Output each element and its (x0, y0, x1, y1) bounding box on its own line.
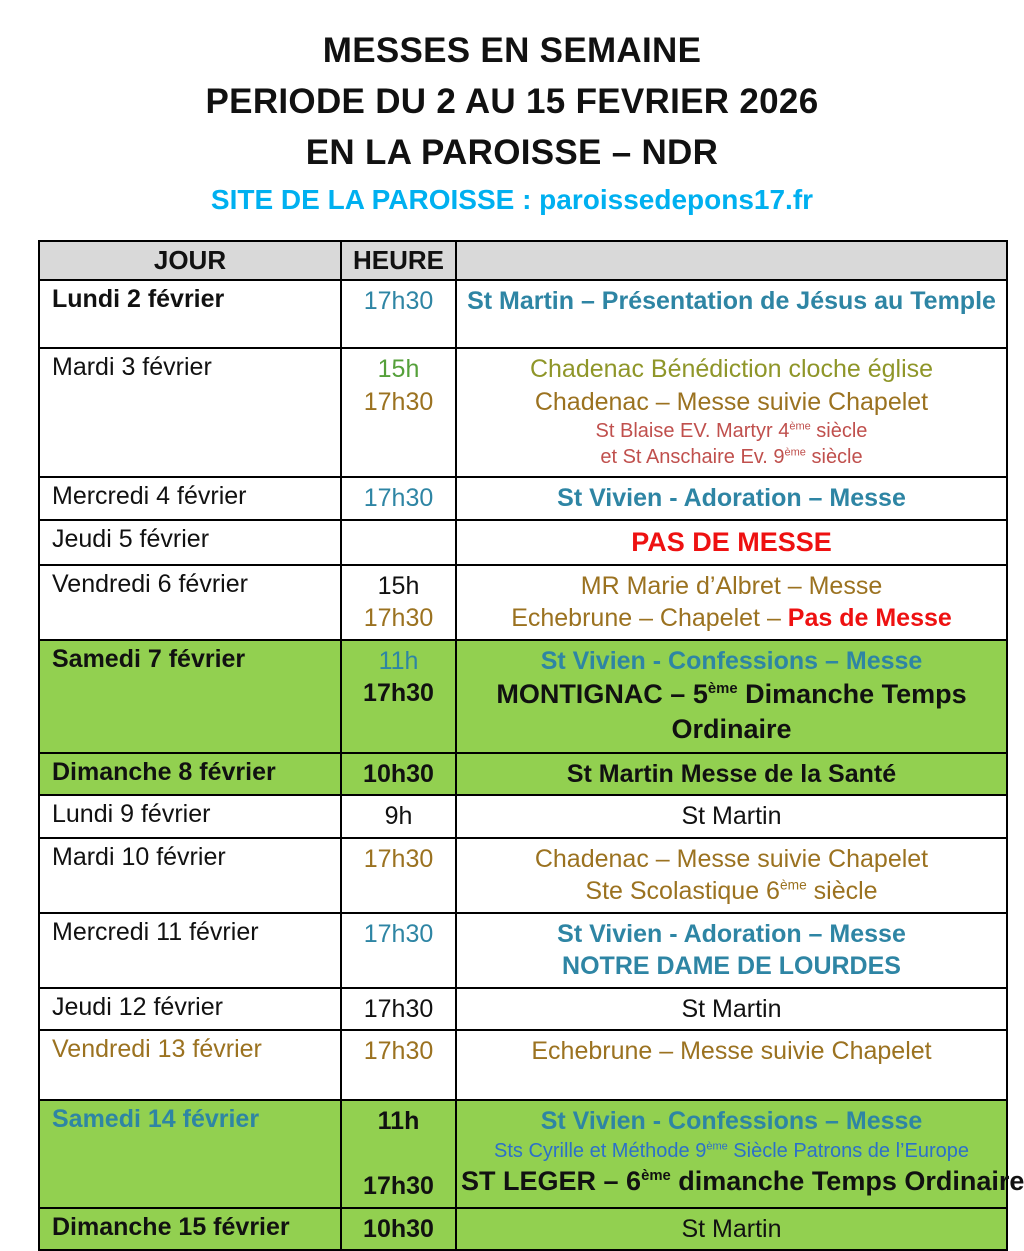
event-line (461, 950, 1002, 983)
event-line (461, 1105, 1002, 1138)
time-line (344, 645, 453, 678)
header-row (39, 241, 1007, 280)
text-segment: 17h30 (363, 1172, 434, 1201)
time-line (344, 758, 453, 791)
event-line (461, 645, 1002, 678)
event-line (461, 1164, 1024, 1199)
day-cell: Vendredi 13 février (39, 1030, 341, 1100)
text-segment: ème (641, 1167, 671, 1184)
time-line (344, 843, 453, 876)
text-segment: 15h (377, 571, 420, 600)
text-segment: Ste Scolastique 6 (585, 877, 780, 906)
text-segment: et St Anschaire Ev. 9 (600, 446, 785, 469)
time-cell (341, 1100, 456, 1208)
text-segment: St Martin (681, 802, 782, 831)
text-segment: St Vivien - Adoration – Messe (557, 484, 906, 513)
day-cell: Mardi 10 février (39, 838, 341, 913)
schedule-row (39, 753, 1007, 796)
text-segment: siècle (810, 420, 868, 443)
day-cell: Lundi 9 février (39, 795, 341, 838)
time-cell (341, 520, 456, 565)
time-cell (341, 1030, 456, 1100)
text-segment: St Martin (681, 1214, 782, 1243)
page-title-line-1: MESSES EN SEMAINE (322, 31, 702, 70)
time-line (344, 482, 453, 515)
event-cell (456, 565, 1007, 640)
text-segment: Siècle Patrons de l’Europe (727, 1139, 969, 1162)
schedule-row (39, 565, 1007, 640)
event-cell (456, 795, 1007, 838)
day-cell: Dimanche 8 février (39, 753, 341, 796)
event-cell (456, 640, 1007, 753)
time-line (344, 602, 453, 635)
col-header-empty (456, 241, 1007, 280)
schedule-row (39, 477, 1007, 520)
event-line (461, 758, 1002, 791)
schedule-row (39, 280, 1007, 348)
schedule-row (39, 520, 1007, 565)
text-segment: 15h (377, 355, 420, 384)
text-segment: 11h (377, 1107, 420, 1136)
event-cell (456, 1208, 1007, 1251)
time-cell (341, 753, 456, 796)
time-line (344, 1170, 453, 1203)
text-segment: Echebrune – Chapelet – (511, 604, 788, 633)
event-cell (456, 1100, 1024, 1208)
schedule-table-head (39, 241, 1007, 280)
event-cell (456, 913, 1007, 988)
event-cell (456, 280, 1007, 348)
schedule-row (39, 640, 1007, 753)
event-line (461, 1035, 1002, 1068)
time-cell (341, 565, 456, 640)
col-header-jour: JOUR (39, 241, 341, 280)
text-segment: 17h30 (363, 287, 434, 316)
text-segment: ème (784, 446, 806, 459)
text-segment: St Martin – Présentation de Jésus au Temple (467, 287, 996, 316)
text-segment: Sts Cyrille et Méthode 9 (494, 1139, 707, 1162)
text-segment: ème (706, 1139, 728, 1152)
time-cell (341, 795, 456, 838)
text-segment: Pas de Messe (787, 604, 952, 633)
text-segment: St Martin Messe de la Santé (566, 759, 897, 788)
text-segment: 17h30 (363, 387, 434, 416)
event-line (461, 875, 1002, 908)
text-segment: 17h30 (363, 1037, 434, 1066)
time-line (344, 285, 453, 318)
day-cell: Mardi 3 février (39, 348, 341, 477)
time-line (344, 386, 453, 419)
day-cell: Mercredi 11 février (39, 913, 341, 988)
event-line (461, 482, 1002, 515)
page-title-line-3: EN LA PAROISSE – NDR (305, 132, 719, 172)
time-line (344, 1213, 453, 1246)
text-segment: siècle (805, 446, 863, 469)
text-segment: St Vivien - Confessions – Messe (540, 1107, 923, 1136)
text-segment: MONTIGNAC – 5 (496, 679, 708, 710)
event-line (461, 843, 1002, 876)
time-cell (341, 1208, 456, 1251)
time-line (344, 993, 453, 1026)
text-segment: Chadenac – Messe suivie Chapelet (534, 844, 929, 873)
time-cell (341, 477, 456, 520)
text-segment: ème (707, 681, 738, 698)
schedule-row (39, 795, 1007, 838)
text-segment: 10h30 (363, 759, 434, 788)
time-line (344, 1138, 453, 1171)
text-segment: Dimanche Temps Ordinaire (671, 679, 967, 745)
time-line (344, 918, 453, 951)
text-segment: 17h30 (363, 604, 434, 633)
event-line (461, 285, 1002, 318)
event-line (461, 918, 1002, 951)
time-cell (341, 988, 456, 1031)
day-cell: Dimanche 15 février (39, 1208, 341, 1251)
text-segment: 10h30 (363, 1214, 434, 1243)
text-segment: 17h30 (363, 679, 434, 708)
text-segment: St Blaise EV. Martyr 4 (595, 420, 790, 443)
schedule-row (39, 988, 1007, 1031)
schedule-row (39, 1100, 1007, 1208)
schedule-table-body (39, 280, 1024, 1250)
event-cell (456, 838, 1007, 913)
schedule-row (39, 1030, 1007, 1100)
time-cell (341, 348, 456, 477)
event-line (461, 353, 1002, 386)
event-line (461, 525, 1002, 560)
time-cell (341, 280, 456, 348)
event-line (461, 444, 1002, 470)
text-segment: 9h (384, 802, 413, 831)
text-segment: St Martin (681, 994, 782, 1023)
event-line (461, 677, 1002, 747)
day-cell: Mercredi 4 février (39, 477, 341, 520)
day-cell: Jeudi 5 février (39, 520, 341, 565)
event-cell (456, 348, 1007, 477)
event-cell (456, 1030, 1007, 1100)
text-segment: 17h30 (363, 484, 434, 513)
day-cell: Samedi 14 février (39, 1100, 341, 1208)
text-segment: ST LEGER – 6 (461, 1165, 642, 1196)
event-line (461, 800, 1002, 833)
event-line (461, 1213, 1002, 1246)
page-title-line-2: PERIODE DU 2 AU 15 FEVRIER 2026 (205, 81, 819, 121)
text-segment: ème (779, 877, 807, 893)
event-line (461, 418, 1002, 444)
text-segment: PAS DE MESSE (631, 526, 832, 557)
time-cell (341, 913, 456, 988)
text-segment: Echebrune – Messe suivie Chapelet (531, 1037, 932, 1066)
text-segment: ème (789, 420, 811, 433)
time-line (344, 353, 453, 386)
text-segment: Chadenac Bénédiction cloche église (529, 355, 934, 384)
text-segment: siècle (806, 877, 878, 906)
event-line (461, 1138, 1002, 1164)
day-cell: Jeudi 12 février (39, 988, 341, 1031)
event-line (461, 602, 1002, 635)
time-line (344, 1035, 453, 1068)
schedule-row (39, 913, 1007, 988)
mass-schedule-table (38, 240, 1024, 1251)
text-segment: St Vivien - Confessions – Messe (540, 646, 923, 675)
time-line (344, 677, 453, 710)
parish-website-link[interactable]: SITE DE LA PAROISSE : paroissedepons17.fr (210, 184, 814, 216)
event-line (461, 386, 1002, 419)
event-cell (456, 477, 1007, 520)
day-cell: Samedi 7 février (39, 640, 341, 753)
text-segment: 17h30 (363, 844, 434, 873)
schedule-row (39, 838, 1007, 913)
text-segment: 17h30 (363, 994, 434, 1023)
time-cell (341, 838, 456, 913)
text-segment: NOTRE DAME DE LOURDES (562, 952, 901, 981)
time-cell (341, 640, 456, 753)
event-cell (456, 988, 1007, 1031)
text-segment: Chadenac – Messe suivie Chapelet (534, 387, 929, 416)
schedule-row (39, 348, 1007, 477)
time-line (344, 570, 453, 603)
event-cell (456, 520, 1007, 565)
day-cell: Lundi 2 février (39, 280, 341, 348)
text-segment: St Vivien - Adoration – Messe (557, 919, 906, 948)
day-cell: Vendredi 6 février (39, 565, 341, 640)
event-cell (456, 753, 1007, 796)
text-segment: MR Marie d’Albret – Messe (580, 571, 883, 600)
event-line (461, 570, 1002, 603)
col-header-heure: HEURE (341, 241, 456, 280)
document-header (0, 0, 1024, 216)
schedule-row (39, 1208, 1007, 1251)
time-line (344, 800, 453, 833)
time-line (344, 1105, 453, 1138)
text-segment: dimanche Temps Ordinaire (670, 1165, 1024, 1196)
text-segment: 17h30 (363, 919, 434, 948)
event-line (461, 993, 1002, 1026)
text-segment: 11h (378, 646, 419, 675)
